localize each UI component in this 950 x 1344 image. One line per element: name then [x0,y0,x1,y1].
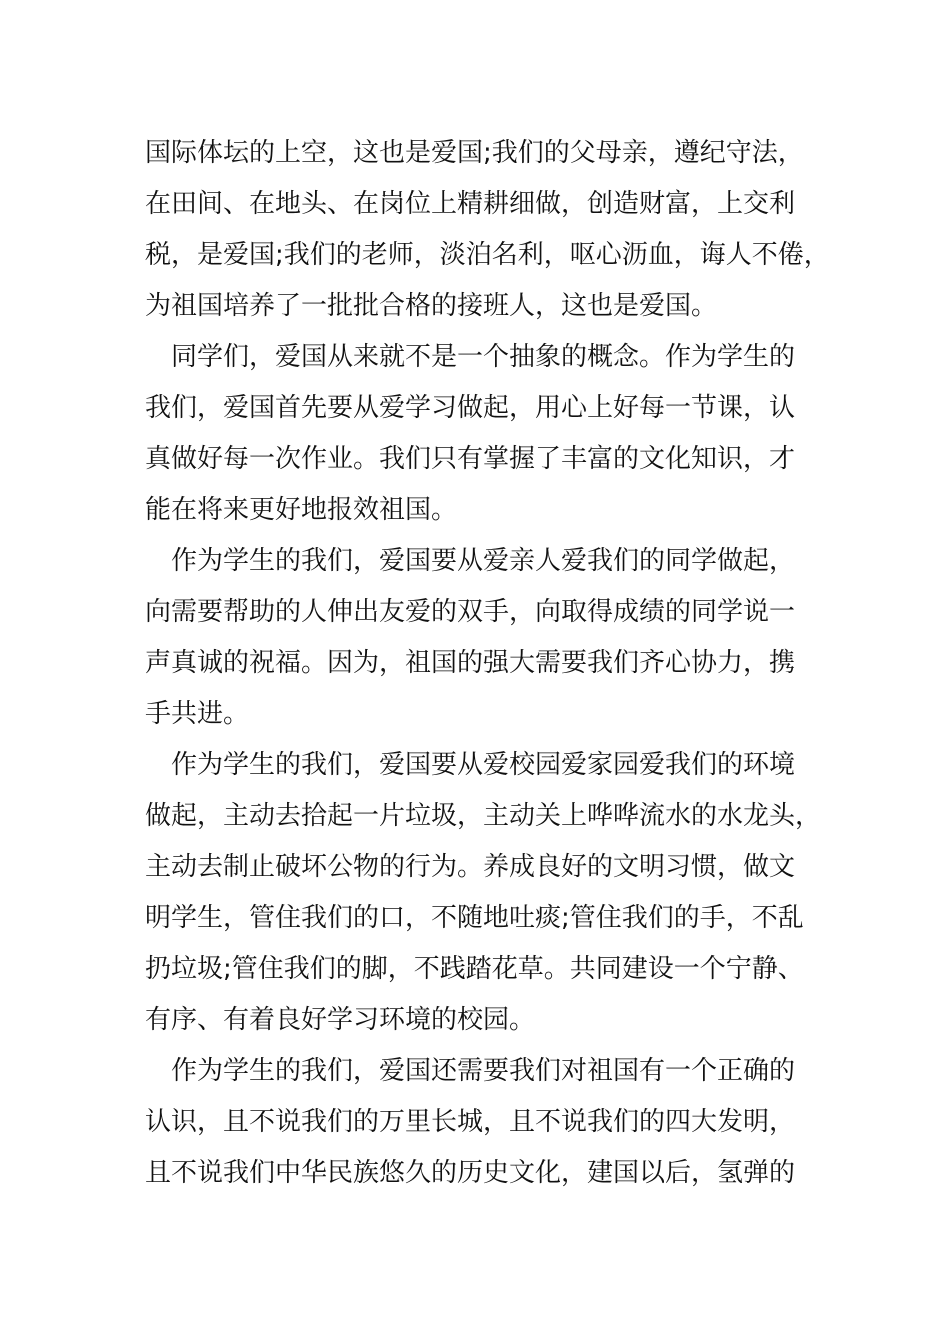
text-line: 作为学生的我们，爱国还需要我们对祖国有一个正确的 [145,1056,796,1086]
text-line: 作为学生的我们，爱国要从爱亲人爱我们的同学做起， [145,546,796,576]
text-line: 税，是爱国;我们的老师，淡泊名利，呕心沥血，诲人不倦， [145,240,830,270]
text-line: 国际体坛的上空，这也是爱国;我们的父母亲，遵纪守法， [145,138,804,168]
document-body [145,128,830,1199]
text-line: 有序、有着良好学习环境的校园。 [145,1005,536,1035]
paragraph-3 [145,536,805,740]
paragraph-4 [145,740,822,1046]
text-line: 在田间、在地头、在岗位上精耕细做，创造财富，上交利 [145,189,796,219]
text-line: 扔垃圾;管住我们的脚，不践踏花草。共同建设一个宁静、 [145,954,804,984]
text-line: 真做好每一次作业。我们只有掌握了丰富的文化知识，才 [145,444,796,474]
text-line: 手共进。 [145,699,250,729]
text-line: 向需要帮助的人伸出友爱的双手，向取得成绩的同学说一 [145,597,796,627]
text-line: 做起，主动去拾起一片垃圾，主动关上哗哗流水的水龙头， [145,801,822,831]
text-line: 作为学生的我们，爱国要从爱校园爱家园爱我们的环境 [145,750,796,780]
text-line: 认识，且不说我们的万里长城，且不说我们的四大发明， [145,1107,796,1137]
paragraph-5 [145,1046,805,1199]
text-line: 能在将来更好地报效祖国。 [145,495,458,525]
text-line: 同学们，爱国从来就不是一个抽象的概念。作为学生的 [145,342,796,372]
text-line: 声真诚的祝福。因为，祖国的强大需要我们齐心协力，携 [145,648,796,678]
paragraph-2 [145,332,805,536]
text-line: 我们，爱国首先要从爱学习做起，用心上好每一节课，认 [145,393,796,423]
paragraph-1 [145,128,830,332]
text-line: 且不说我们中华民族悠久的历史文化，建国以后，氢弹的 [145,1158,796,1188]
text-line: 明学生，管住我们的口，不随地吐痰;管住我们的手，不乱 [145,903,804,933]
text-line: 主动去制止破坏公物的行为。养成良好的文明习惯，做文 [145,852,796,882]
text-line: 为祖国培养了一批批合格的接班人，这也是爱国。 [145,291,718,321]
